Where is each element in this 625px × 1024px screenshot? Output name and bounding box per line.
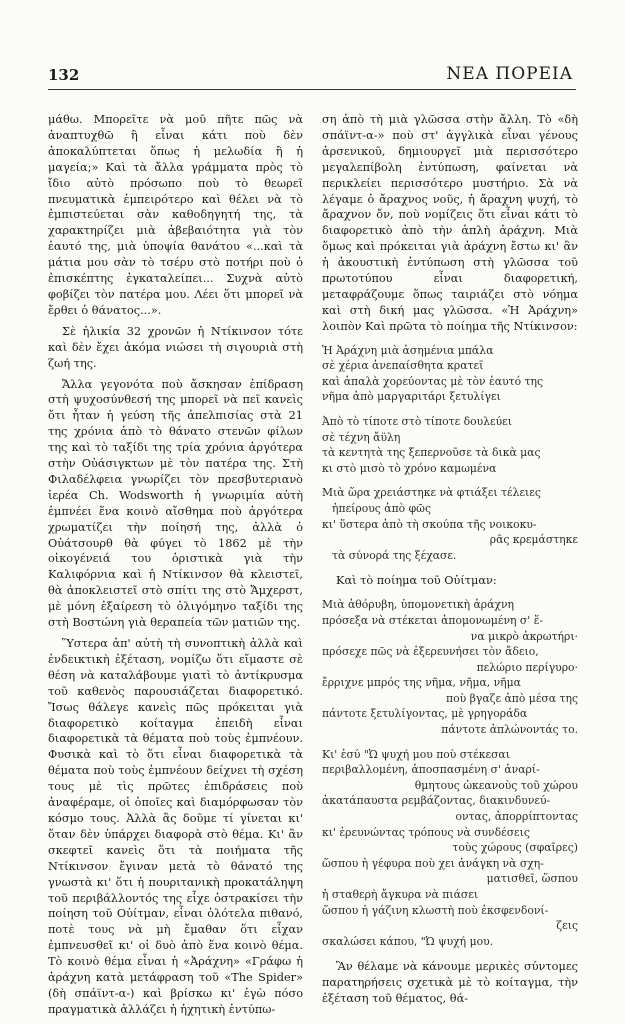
poem-line: πρόσεχε πῶς νὰ ἐξερευνήσει τὸν ἄδειο,	[322, 645, 539, 659]
paragraph: Ἄλλα γεγονότα ποὺ ἄσκησαν ἐπίδραση στὴ ψυχοσύνθεσή της μπορεῖ νὰ πεῖ κανεὶς ὅτι ἦταν ἡ γεύση τῆς ἀπελπισίας στὰ 21 της χρόνια ἀπὸ τὸ θάνατο στενῶν φίλων της καὶ τὸ ταξίδι της τρία χρόνια ἀργότερα στὴν Οὐάσιγκτων μὲ τὸν πατέρα της. Στὴ Φιλαδέλφεια γνωρίζει τὸν πρεσβυτεριανὸ ἱερέα Ch. Wodsworth ἡ γνωριμία αὐτὴ ἐμπνέει ἕνα κοινὸ αἴσθημα ποὺ ἀργότερα χρωματίζει τὴν ποίησή της, ἀλλὰ ὁ Οὐάτσουρθ θὰ φύγει τὸ 1862 μὲ τὴν οἰκογένειά του ὁριστικὰ γιὰ τὴν Καλιφόρνια καὶ ἡ Ντίκινσον θὰ κλειστεῖ, θὰ ἀποκλειστεῖ στὸ σπίτι της στὸ Ἄμχερστ, μὲ μόνη ἐξαίρεση τὸ ὀλιγόμηνο ταξίδι της στὴ Βοστώνη γιὰ θεραπεία τῶν ματιῶν της.	[48, 377, 303, 630]
poem-stanza	[322, 597, 578, 737]
poem-line: ἠπείρους ἀπὸ φῶς	[332, 502, 432, 516]
poem-line: οντας, ἀπορρίπτοντας	[455, 810, 578, 824]
poem-line: κι στὸ μισὸ τὸ χρόνο καμωμένα	[322, 461, 497, 475]
paragraph: μάθω. Μπορεῖτε νὰ μοῦ πῆτε πῶς νὰ ἀναπτυχθῶ ἢ εἶναι κάτι ποὺ δὲν ἀποκαλύπτεται ὅπως ἡ μελωδία ἢ ἡ μαγεία;» Καὶ τὰ ἄλλα γράμματα πρὸς τὸ ἴδιο αὐτὸ πρόσωπο ποὺ τὸ θεωρεῖ πνευματικὰ ἐμπειρότερο καὶ θέλει νὰ τὸ ἐμπιστεύεται σὰν καθοδηγητή της, τὰ χαρακτηρίζει μιὰ ἀβεβαιότητα γιὰ τὸν ἑαυτό της, μιὰ ὑποψία θανάτου «...καὶ τὰ μάτια μου σὰν τὸ τσέρυ στὸ ποτήρι ποὺ ὁ ἐπισκέπτης ἐγκαταλείπει... Συχνὰ αὐτὸ φοβίζει τὸν πατέρα μου. Λέει ὅτι μπορεῖ νὰ ἔρθει ὁ θάνατος...».	[48, 113, 303, 317]
poem-line: ζεις	[556, 919, 578, 933]
poem-line: πελώριο περίγυρο·	[476, 660, 578, 674]
poem-line: κι' ὕστερα ἀπὸ τὴ σκούπα τῆς νοικοκυ-	[322, 517, 537, 531]
poem-line: τοὺς χώρους (σφαῖρες)	[452, 841, 578, 855]
poem-line: Μιὰ ὥρα χρειάστηκε νὰ φτιάξει τέλειες	[322, 486, 541, 500]
poem-line: πρόσεξα νὰ στέκεται ἀπομονωμένη σ' ἕ-	[322, 613, 544, 627]
poem-line: ὥσπου ἡ γάζινη κλωστὴ ποὺ ἐκσφενδονί-	[322, 903, 549, 917]
poem-line: Ἡ Ἀράχνη μιὰ ἀσημένια μπάλα	[322, 343, 494, 357]
poem-line: σὲ τέχνη ἄϋλη	[322, 430, 401, 444]
poem-stanza	[322, 343, 578, 405]
poem-stanza	[322, 414, 578, 476]
poem-line: Κι' ἐσύ "Ὠ ψυχή μου ποὺ στέκεσαι	[322, 747, 510, 761]
poem-line: Ἀπὸ τὸ τίποτε στὸ τίποτε δουλεύει	[322, 415, 512, 429]
poem-intro: Καὶ τὸ ποίημα τοῦ Οὐίτμαν:	[336, 574, 497, 588]
poem-line: τὰ κεντητὰ της ξεπερνοῦσε τὰ δικὰ μας	[322, 446, 541, 460]
page-header	[0, 0, 625, 90]
poem-line: Μιὰ ἀθόρυβη, ὑπομονετικὴ ἀράχνη	[322, 598, 514, 612]
poem-line: πάντοτε ξετυλίγοντας, μὲ γρηγοράδα	[322, 707, 528, 721]
journal-title: ΝΕΑ ΠΟΡΕΙΑ	[446, 64, 573, 84]
header-rule	[48, 89, 576, 90]
poem-line: ἀκατάπαυστα ρεμβάζοντας, διακινδυνεύ-	[322, 794, 551, 808]
page-number: 132	[48, 66, 80, 84]
poem-stanza	[322, 747, 578, 950]
poem-line: σκαλώσει κάπου, "Ὠ ψυχή μου.	[322, 934, 494, 948]
poem-line: καὶ ἁπαλὰ χορεύοντας μὲ τὸν ἑαυτό της	[322, 374, 544, 388]
poem-line: κι' ἐρευνώντας τρόπους νὰ συνδέσεις	[322, 825, 530, 839]
poem-line: ὥσπου ἡ γέφυρα ποὺ χει ἀνάγκη νὰ σχη-	[322, 856, 544, 870]
paragraph: Σὲ ἡλικία 32 χρονῶν ἡ Ντίκινσον τότε καὶ δὲν ἔχει ἀκόμα νιώσει τὴ σιγουριὰ στὴ ζωή της.	[48, 324, 303, 370]
paragraph: Ὕστερα ἀπ' αὐτὴ τὴ συνοπτικὴ ἀλλὰ καὶ ἐνδεικτικὴ ἐξέταση, νομίζω ὅτι εἴμαστε σὲ θέση νὰ καταλάβουμε γιατὶ τὸ ἀντίκρυσμα τοῦ καθενὸς παρουσιάζεται διαφορετικό. Ἴσως θάλεγε κανεὶς πῶς πρόκειται γιὰ διαφορετικὸ κοίταγμα ἐπειδὴ εἶναι διαφορετικὰ τὰ θέματα ποὺ τοὺς ἐμπνέουν. Φυσικὰ καὶ τὸ ὅτι εἶναι διαφορετικὰ τὰ θέματα ποὺ τοὺς ἐμπνέουν δείχνει τὴ σχέση τους μὲ τὶς πρῶτες ἐπιδράσεις ποὺ ἀναφέραμε, οἱ ὁποῖες καὶ διαμόρφωσαν τὸν κόσμο τους. Ἀλλὰ ἂς δοῦμε τί γίνεται κι' ὅταν δὲν ὑπάρχει διαφορὰ στὸ θέμα. Κι' ἂν σκεφτεῖ κανεὶς ὅτι τὰ ποιήματα τῆς Ντίκινσον ἔγιναν μετὰ τὸ θάνατό της γνωστὰ κι' ὅτι ἡ πουριτανικὴ προκατάληψη τοῦ περιβάλλοντός της εἶχε ὀστρακίσει τὴν ποίηση τοῦ Οὐίτμαν, εἶναι ὁλότελα πιθανό, ποτὲ τους νὰ μὴ ἔμαθαν ὅτι εἶχαν ἐμπνευσθεῖ κι' οἱ δυὸ ἀπὸ ἕνα κοινὸ θέμα. Τὸ κοινὸ θέμα εἶναι ἡ «Ἀράχνη» «Γράφω ἡ ἀράχνη κατὰ μετάφραση τοῦ «The Spider» (δὴ σπάϊντ-α-) καὶ βρίσκω κι' ἐγὼ πόσο πραγματικὰ ἀλλάζει ἡ ἠχητικὴ ἐντύπω-	[48, 637, 303, 1016]
paragraph: Ἂν θέλαμε νὰ κάνουμε μερικὲς σύντομες παρατηρήσεις σχετικὰ μὲ τὸ κοίταγμα, τὴν ἐξέταση τοῦ θέματος, θά-	[322, 960, 578, 1006]
left-column	[48, 112, 303, 1023]
whitman-poem	[322, 597, 578, 949]
poem-line: ρᾶς κρεμάστηκε	[489, 533, 578, 547]
poem-line: ἔρριχνε μπρός της νῆμα, νῆμα, νῆμα	[322, 676, 521, 690]
poem-stanza	[322, 485, 578, 563]
right-column	[322, 112, 578, 1012]
poem-line: σὲ χέρια ἀνεπαίσθητα κρατεῖ	[322, 359, 484, 373]
paragraph: ση ἀπὸ τὴ μιὰ γλῶσσα στὴν ἄλλη. Τὸ «δὴ σπάϊντ-α-» ποὺ στ' ἀγγλικὰ εἶναι γένους ἀρσενικοῦ, δημιουργεῖ μιὰ περισσότερο μεγαλεπίβολη ἐντύπωση, φαίνεται νὰ περικλείει περισσότερο μυστήριο. Σὰ νὰ λέγαμε ὁ ἄραχνος νοῦς, ἡ ἄραχνη ψυχή, τὸ ἄραχνον ὄν, ποὺ νομίζεις ὅτι εἶναι κάτι τὸ διαφορετικὸ ἀπὸ τὴν ἁπλὴ ἀράχνη. Μιὰ ὅμως καὶ πρόκειται γιὰ ἀράχνη ἔστω κι' ἂν ἡ ἀκουστικὴ ἐντύπωση στὴ γλῶσσα τοῦ πρωτοτύπου εἶναι διαφορετική, μεταφράζουμε ὅπως ταιριάζει στὸ νόημα καὶ στὴ δική μας γλῶσσα. «Ἡ Ἀράχνη» λοιπὸν Καὶ πρῶτα τὸ ποίημα τῆς Ντίκινσον:	[322, 113, 578, 333]
poem-line: ἡ σταθερὴ ἄγκυρα νὰ πιάσει	[322, 888, 479, 901]
poem-line: περιβαλλομένη, ἀποσπασμένη σ' ἀναρί-	[322, 763, 540, 777]
dickinson-poem	[322, 343, 578, 564]
poem-line: να μικρὸ ἀκρωτήρι·	[470, 629, 578, 643]
poem-line: τὰ σύνορά της ξέχασε.	[332, 548, 457, 562]
poem-line: θμητους ὠκεανοὺς τοῦ χώρου	[414, 778, 578, 792]
poem-line: ματισθεῖ, ὥσπου	[486, 872, 578, 886]
poem-line: πάντοτε ἀπλώνοντάς το.	[441, 723, 578, 737]
poem-line: ποὺ βγαζε ἀπὸ μέσα της	[446, 691, 578, 705]
poem-line: νῆμα ἀπὸ μαργαριτάρι ξετυλίγει	[322, 390, 501, 404]
